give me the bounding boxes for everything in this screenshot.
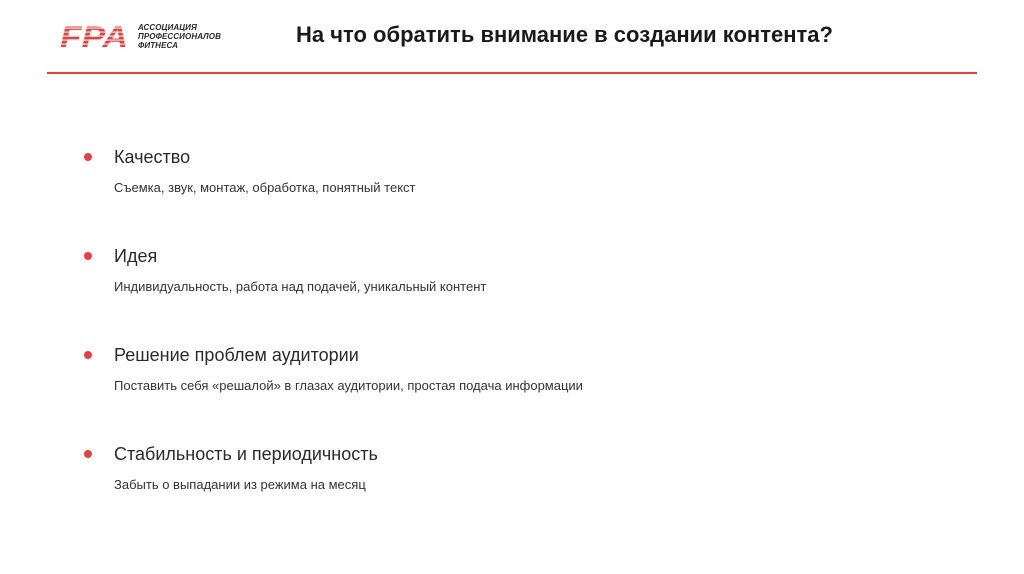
bullet-icon bbox=[84, 351, 92, 359]
list-item-description: Съемка, звук, монтаж, обработка, понятный текст bbox=[114, 180, 416, 195]
logo-caption bbox=[138, 23, 221, 50]
bullet-icon bbox=[84, 252, 92, 260]
list-item-title: Качество bbox=[114, 147, 191, 167]
logo-caption-line-1: АССОЦИАЦИЯ bbox=[138, 22, 197, 32]
list-item-title: Стабильность и периодичность bbox=[114, 444, 378, 464]
list-item-description: Поставить себя «решалой» в глазах аудитории, простая подача информации bbox=[114, 378, 583, 393]
list-item-title: Идея bbox=[114, 246, 158, 266]
fpa-logo-mark bbox=[58, 21, 130, 51]
page-title: На что обратить внимание в создании контента? bbox=[296, 22, 833, 47]
logo-caption-line-2: ПРОФЕССИОНАЛОВ bbox=[138, 31, 221, 41]
header-divider bbox=[47, 72, 977, 74]
list-item-description: Индивидуальность, работа над подачей, уникальный контент bbox=[114, 279, 487, 294]
fpa-logo bbox=[58, 21, 221, 51]
list-item-description: Забыть о выпадании из режима на месяц bbox=[114, 477, 366, 492]
logo-caption-line-3: ФИТНЕСА bbox=[138, 40, 179, 50]
logo-mark-text: FPA bbox=[60, 21, 128, 51]
bullet-icon bbox=[84, 450, 92, 458]
list-item-title: Решение проблем аудитории bbox=[114, 345, 359, 365]
bullet-icon bbox=[84, 153, 92, 161]
